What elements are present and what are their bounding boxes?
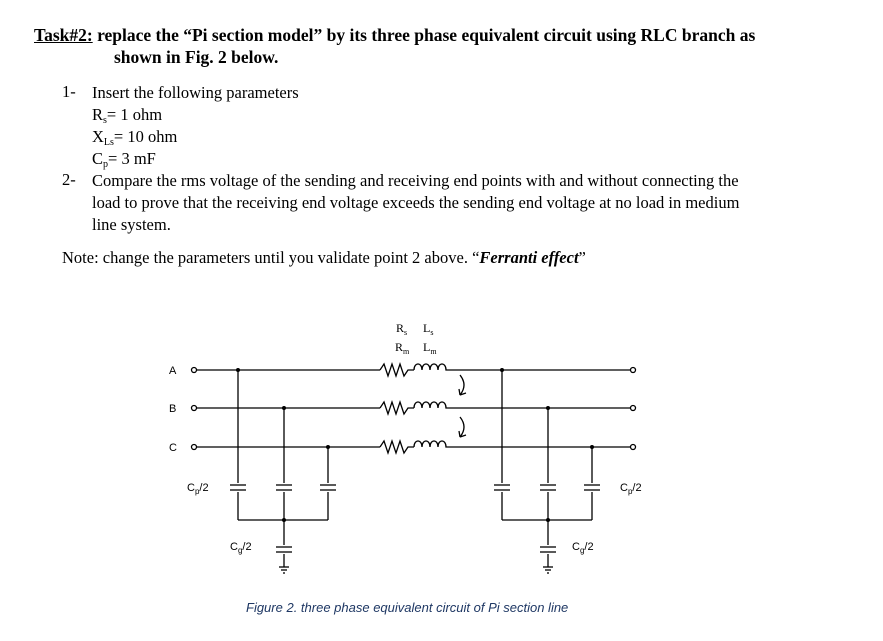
label-rs: $R_s$ — [396, 321, 408, 337]
label-cg-right: $C_g/2$ — [572, 541, 594, 555]
rl-branch-b — [380, 402, 452, 414]
label-c: C — [169, 442, 177, 454]
param-cp: $C_p= 3$ mF — [92, 149, 156, 170]
item-1-text: Insert the following parameters — [92, 83, 299, 102]
label-cp-right: $C_p/2$ — [620, 482, 642, 496]
label-lm: $L_m$ — [423, 340, 437, 356]
task-text-line2: shown in Fig. 2 below. — [114, 47, 279, 67]
circuit-figure — [160, 305, 660, 585]
task-text-line1: replace the “Pi section model” by its three phase equivalent circuit using RLC branch as — [97, 25, 756, 45]
label-cg-left: $C_g/2$ — [230, 541, 252, 555]
rl-branch-c — [380, 441, 452, 453]
label-b: B — [169, 403, 177, 415]
label-cp-left: $C_p/2$ — [187, 482, 209, 496]
task-label: Task#2: — [34, 25, 93, 45]
item-1-number: 1- — [62, 82, 76, 101]
item-2-text: Compare the rms voltage of the sending and receiving end points with and without connecting the load to prove that the receiving end voltage exceeds the sending end voltage at no load in medium line system. — [92, 171, 740, 234]
param-rs: $R_s= 1$ ohm — [92, 105, 163, 126]
task-heading — [34, 24, 834, 68]
item-2-number: 2- — [62, 170, 76, 189]
label-a: A — [169, 365, 177, 377]
label-rm: $R_m$ — [395, 340, 410, 356]
note: Note: change the parameters until you validate point 2 above. “Ferranti effect” — [62, 248, 586, 267]
rl-branch-a — [380, 364, 452, 376]
figure-caption: Figure 2. three phase equivalent circuit of Pi section line — [246, 600, 569, 615]
label-ls: $L_s$ — [423, 321, 434, 337]
param-xls: $X_{Ls}= 10$ ohm — [92, 127, 178, 148]
